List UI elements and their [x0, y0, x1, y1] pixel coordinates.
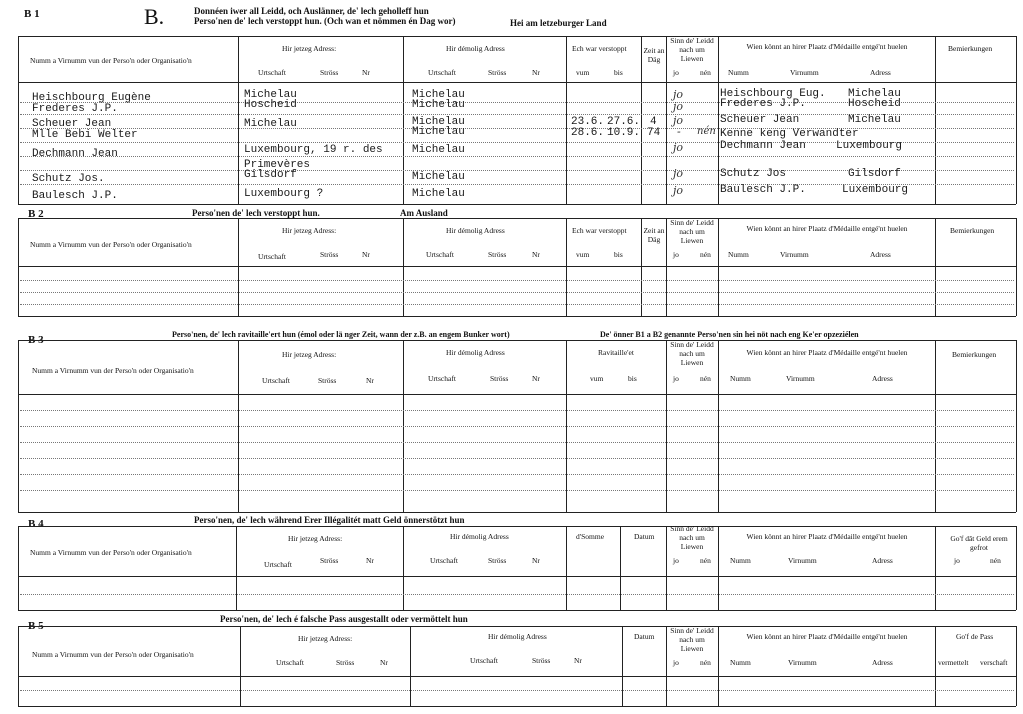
b2-col-medal: Wien könnt an hirer Plaatz d'Médaille entgé'nt huelen	[746, 224, 908, 233]
b5-col-street: Ströss	[336, 658, 355, 667]
row-yes: jo	[673, 184, 684, 197]
b4-col-myes: jo	[954, 556, 960, 565]
b4-col-name: Numm a Virnumm vun der Perso'n oder Organisatio'n	[30, 548, 192, 557]
row-former: Michelau	[412, 188, 465, 200]
b3-col-medal: Wien könnt an hirer Plaatz d'Médaille entgé'nt huelen	[746, 348, 908, 357]
b2-col-ftown: Urtschaft	[426, 250, 454, 259]
b5-title: Perso'nen, de' lech é falsche Pass ausgestallt oder vermöttelt hun	[220, 614, 468, 624]
b2-title: Perso'nen de' lech verstoppt hun.	[192, 208, 320, 218]
row-yes: jo	[673, 167, 684, 180]
row-from: 23.6.	[571, 116, 605, 128]
row-current: Hoscheid	[244, 99, 297, 111]
b5-col-no: nén	[700, 658, 711, 667]
row-medal-name: Heischbourg Eug.	[720, 88, 826, 100]
row-medal-name: Schutz Jos	[720, 168, 787, 180]
row-medal-addr: Gilsdorf	[848, 168, 901, 180]
b2-col-days: Zeit an Däg	[643, 226, 665, 244]
b2-col-senses: Sinn de' Leidd nach um Liewen	[670, 218, 714, 245]
b4-col-current: Hir jetzeg Adress:	[288, 534, 343, 543]
b5-col-current: Hir jetzeg Adress:	[298, 634, 353, 643]
row-name: Dechmann Jean	[32, 148, 118, 160]
row-former: Michelau	[412, 116, 465, 128]
b1-col-fstreet: Ströss	[488, 68, 507, 77]
row-medal-name: Kenne keng Verwandter	[720, 128, 859, 140]
b4-col-no: nén	[700, 556, 711, 565]
b3-col-town: Urtschaft	[262, 376, 290, 385]
section-code-b1: B 1	[24, 8, 40, 20]
b2-col-former: Hir démolig Adress	[446, 226, 505, 235]
b4-col-fnr: Nr	[532, 556, 540, 565]
b2-col-to: bis	[614, 250, 623, 259]
b5-col-name: Numm a Virnumm vun der Perso'n oder Organisatio'n	[32, 650, 194, 659]
b5-col-fnr: Nr	[574, 656, 582, 665]
b1-col-senses: Sinn de' Leidd nach um Liewen	[670, 36, 714, 63]
row-yes: -	[677, 125, 681, 138]
b4-col-town: Urtschaft	[264, 560, 292, 569]
b5-col-forged: verschaft	[980, 658, 1008, 667]
b4-col-ftown: Urtschaft	[430, 556, 458, 565]
b5-col-date: Datum	[634, 632, 655, 641]
b4-col-mfirst: Virnumm	[788, 556, 817, 565]
row-yes: jo	[673, 88, 684, 101]
b4-col-mname: Numm	[730, 556, 751, 565]
row-medal-addr: Michelau	[848, 114, 901, 126]
section-code-b4: B 4	[28, 518, 44, 530]
b4-col-fstreet: Ströss	[488, 556, 507, 565]
b5-col-former: Hir démolig Adress	[488, 632, 547, 641]
row-current: Gilsdorf	[244, 169, 297, 181]
row-yes: jo	[673, 100, 684, 113]
b3-col-fstreet: Ströss	[490, 374, 509, 383]
b1-col-no: nén	[700, 68, 711, 77]
b5-col-maddr: Adress	[872, 658, 893, 667]
b1-col-to: bis	[614, 68, 623, 77]
b5-col-fstreet: Ströss	[532, 656, 551, 665]
row-name: Baulesch J.P.	[32, 190, 118, 202]
row-current: Primevères	[244, 159, 311, 171]
row-days: 74	[647, 127, 661, 139]
b2-col-street: Ströss	[320, 250, 339, 259]
b2-col-town: Urtschaft	[258, 252, 286, 261]
b2-col-fnr: Nr	[532, 250, 540, 259]
b3-col-supplied: Ravitaille'et	[598, 348, 634, 357]
row-name: Schutz Jos.	[32, 173, 105, 185]
b3-col-name: Numm a Virnumm vun der Perso'n oder Organisatio'n	[32, 366, 194, 375]
row-current: Michelau	[244, 89, 297, 101]
row-medal-name: Dechmann Jean	[720, 140, 806, 152]
b5-col-issued: vermettelt	[938, 658, 969, 667]
b1-col-remarks: Bemierkungen	[948, 44, 993, 53]
b1-col-nr: Nr	[362, 68, 370, 77]
b5-col-senses: Sinn de' Leidd nach um Liewen	[670, 626, 714, 653]
b3-col-fnr: Nr	[532, 374, 540, 383]
b4-col-senses: Sinn de' Leidd nach um Liewen	[670, 524, 714, 551]
b1-col-name: Numm a Virnumm vun der Perso'n oder Organisatio'n	[30, 56, 192, 65]
row-current: Luxembourg, 19 r. des	[244, 144, 383, 156]
row-medal-name: Baulesch J.P.	[720, 184, 806, 196]
b2-col-name: Numm a Virnumm vun der Perso'n oder Organisatio'n	[30, 240, 192, 249]
b2-col-mfirst: Virnumm	[780, 250, 809, 259]
b2-scope: Am Ausland	[400, 208, 448, 218]
b2-col-hidden: Ech war verstoppt	[572, 226, 627, 235]
b2-col-fstreet: Ströss	[488, 250, 507, 259]
b4-col-medal: Wien könnt an hirer Plaatz d'Médaille entgé'nt huelen	[746, 532, 908, 541]
section-code-b5: B 5	[28, 620, 44, 632]
b2-col-nr: Nr	[362, 250, 370, 259]
b2-col-yes: jo	[673, 250, 679, 259]
row-name: Frederes J.P.	[32, 103, 118, 115]
b3-col-mname: Numm	[730, 374, 751, 383]
b3-col-former: Hir démolig Adress	[446, 348, 505, 357]
b5-col-yes: jo	[673, 658, 679, 667]
b1-col-from: vum	[576, 68, 590, 77]
section-code-b3: B 3	[28, 334, 44, 346]
b4-title: Perso'nen, de' lech während Erer Illégalitét matt Geld önnerstötzt hun	[194, 515, 465, 525]
b1-col-days: Zeit an Däg	[643, 46, 665, 64]
b5-col-mname: Numm	[730, 658, 751, 667]
row-medal-name: Frederes J.P.	[720, 98, 806, 110]
section-code-b2: B 2	[28, 208, 44, 220]
b4-col-street: Ströss	[320, 556, 339, 565]
b1-col-street: Ströss	[320, 68, 339, 77]
b4-col-date: Datum	[634, 532, 655, 541]
b3-col-to: bis	[628, 374, 637, 383]
row-former: Michelau	[412, 126, 465, 138]
row-former: Michelau	[412, 99, 465, 111]
b1-col-hidden: Ech war verstoppt	[572, 44, 627, 53]
header-line2: Perso'nen de' lech verstoppt hun. (Och wan et nömmen én Dag wor)	[194, 16, 456, 26]
b1-col-fnr: Nr	[532, 68, 540, 77]
b1-col-mname: Numm	[728, 68, 749, 77]
b2-col-no: nén	[700, 250, 711, 259]
b5-col-nr: Nr	[380, 658, 388, 667]
b3-note: De' önner B1 a B2 genannte Perso'nen sin hei nöt nach eng Ke'er opzeziélen	[600, 330, 859, 339]
b1-col-current: Hir jetzeg Adress:	[282, 44, 337, 53]
row-medal-addr: Hoscheid	[848, 98, 901, 110]
b1-col-yes: jo	[673, 68, 679, 77]
b3-col-remarks: Bemierkungen	[952, 350, 997, 359]
b3-col-from: vum	[590, 374, 604, 383]
row-medal-addr: Luxembourg	[836, 140, 903, 152]
b5-col-medal: Wien könnt an hirer Plaatz d'Médaille entgé'nt huelen	[746, 632, 908, 641]
header-line1: Donnéen iwer all Leidd, och Auslänner, de' lech geholleff hun	[194, 6, 429, 16]
row-former: Michelau	[412, 171, 465, 183]
b2-col-maddr: Adress	[870, 250, 891, 259]
b3-col-yes: jo	[673, 374, 679, 383]
row-name: Scheuer Jean	[32, 118, 112, 130]
row-medal-addr: Michelau	[848, 88, 901, 100]
row-days: 4	[650, 116, 657, 128]
b1-col-medal: Wien könnt an hirer Plaatz d'Médaille entgé'nt huelen	[746, 42, 908, 51]
row-current: Luxembourg ?	[244, 188, 324, 200]
b3-col-street: Ströss	[318, 376, 337, 385]
form-letter: B.	[144, 4, 165, 29]
b2-col-from: vum	[576, 250, 590, 259]
b1-col-town: Urtschaft	[258, 68, 286, 77]
row-yes: jo	[673, 141, 684, 154]
row-current: Michelau	[244, 118, 297, 130]
b2-col-mname: Numm	[728, 250, 749, 259]
b3-col-nr: Nr	[366, 376, 374, 385]
b3-col-ftown: Urtschaft	[428, 374, 456, 383]
b4-col-sum: d'Somme	[576, 532, 605, 541]
b5-col-mfirst: Virnumm	[788, 658, 817, 667]
b3-col-no: nén	[700, 374, 711, 383]
b4-col-maddr: Adress	[872, 556, 893, 565]
b3-col-mfirst: Virnumm	[786, 374, 815, 383]
row-from: 28.6.	[571, 127, 605, 139]
b4-col-nr: Nr	[366, 556, 374, 565]
b3-col-current: Hir jetzeg Adress:	[282, 350, 337, 359]
row-medal-name: Scheuer Jean	[720, 114, 800, 126]
b2-col-current: Hir jetzeg Adress:	[282, 226, 337, 235]
b4-col-mno: nén	[990, 556, 1001, 565]
b3-col-senses: Sinn de' Leidd nach um Liewen	[670, 340, 714, 367]
b4-col-money: Go'f dât Geld erem gefrot	[950, 534, 1008, 552]
row-medal-addr: Luxembourg	[842, 184, 909, 196]
b5-col-ftown: Urtschaft	[470, 656, 498, 665]
b5-col-town: Urtschaft	[276, 658, 304, 667]
row-former: Michelau	[412, 89, 465, 101]
row-to: 10.9.	[607, 127, 641, 139]
b1-col-former: Hir démolig Adress	[446, 44, 505, 53]
b1-col-mfirst: Virnumm	[790, 68, 819, 77]
row-yes: jo	[673, 114, 684, 127]
b1-col-ftown: Urtschaft	[428, 68, 456, 77]
row-no: nén	[697, 126, 716, 137]
b1-col-maddr: Adress	[870, 68, 891, 77]
b3-title: Perso'nen, de' lech ravitaille'ert hun (émol oder lä nger Zeit, wann der z.B. an engem Bunker wort)	[172, 330, 510, 339]
header-scope: Hei am letzeburger Land	[510, 18, 607, 28]
row-to: 27.6.	[607, 116, 641, 128]
b5-col-pass: Go'f de Pass	[956, 632, 994, 641]
b3-col-maddr: Adress	[872, 374, 893, 383]
b4-col-yes: jo	[673, 556, 679, 565]
b4-col-former: Hir démolig Adress	[450, 532, 509, 541]
row-name: Mlle Bebi Welter	[32, 129, 138, 141]
row-former: Michelau	[412, 144, 465, 156]
row-name: Heischbourg Eugène	[32, 92, 151, 104]
b2-col-remarks: Bemierkungen	[950, 226, 995, 235]
